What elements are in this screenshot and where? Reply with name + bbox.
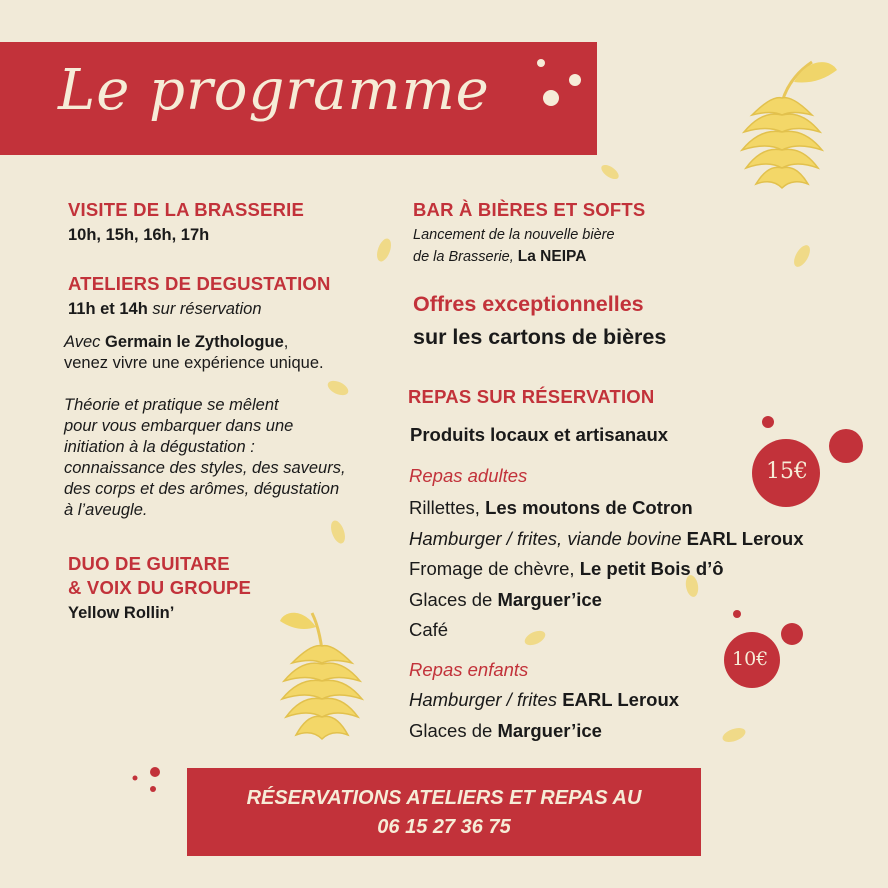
ateliers-intro: Avec Germain le Zythologue, venez vivre une expérience unique. xyxy=(64,333,324,372)
list-item: Café xyxy=(409,619,449,640)
footer-line1: RÉSERVATIONS ATELIERS ET REPAS AU xyxy=(246,787,642,809)
adults-menu xyxy=(409,493,804,646)
offres-sub: sur les cartons de bières xyxy=(413,325,667,349)
page-title: Le programme xyxy=(58,58,490,123)
adults-label: Repas adultes xyxy=(409,465,528,486)
list-item: Glaces de Marguer’ice xyxy=(409,588,602,610)
offres-heading: Offres exceptionnelles xyxy=(413,292,644,316)
kids-price: 10€ xyxy=(732,648,769,670)
list-item: Fromage de chèvre, Le petit Bois d’ô xyxy=(409,558,724,579)
footer-phone[interactable]: 06 15 27 36 75 xyxy=(377,816,511,838)
duo-heading-1: DUO DE GUITARE xyxy=(68,553,230,574)
list-item: Hamburger / frites, viande bovine EARL Leroux xyxy=(409,527,804,549)
bar-heading: BAR À BIÈRES ET SOFTS xyxy=(413,199,646,220)
neipa-beer: La NEIPA xyxy=(517,248,587,265)
visite-times: 10h, 15h, 16h, 17h xyxy=(68,226,210,244)
kids-menu xyxy=(409,685,679,746)
band-name: Yellow Rollin’ xyxy=(68,604,175,622)
ateliers-times-line xyxy=(68,299,262,320)
repas-heading: REPAS SUR RÉSERVATION xyxy=(408,386,655,407)
title-dots-decoration xyxy=(535,55,585,110)
zythologue-name: Germain le Zythologue xyxy=(104,333,284,351)
duo-heading-2: & VOIX DU GROUPE xyxy=(68,577,252,598)
kids-label: Repas enfants xyxy=(409,659,529,680)
ateliers-times: 11h et 14h xyxy=(68,300,148,318)
reservation-footer xyxy=(187,768,701,856)
list-item: Hamburger / frites EARL Leroux xyxy=(409,689,680,710)
list-item: Glaces de Marguer’ice xyxy=(409,719,602,741)
adults-price: 15€ xyxy=(766,459,808,484)
hop-icon-bottom xyxy=(280,613,362,739)
ateliers-times-note: sur réservation xyxy=(152,300,262,318)
bar-line2: de la Brasserie, La NEIPA xyxy=(413,248,587,265)
bar-line1: Lancement de la nouvelle bière xyxy=(413,227,615,243)
ateliers-description: Théorie et pratique se mêlent pour vous embarquer dans une initiation à la dégustation : connaissance des styles, des saveurs, des corps et des arômes, dégustation à l’aveugle. xyxy=(64,396,346,519)
hop-icon-top xyxy=(742,62,837,188)
ateliers-heading: ATELIERS DE DEGUSTATION xyxy=(68,273,331,294)
repas-sub: Produits locaux et artisanaux xyxy=(410,424,669,445)
visite-heading: VISITE DE LA BRASSERIE xyxy=(68,199,305,220)
list-item: Rillettes, Les moutons de Cotron xyxy=(409,497,693,518)
